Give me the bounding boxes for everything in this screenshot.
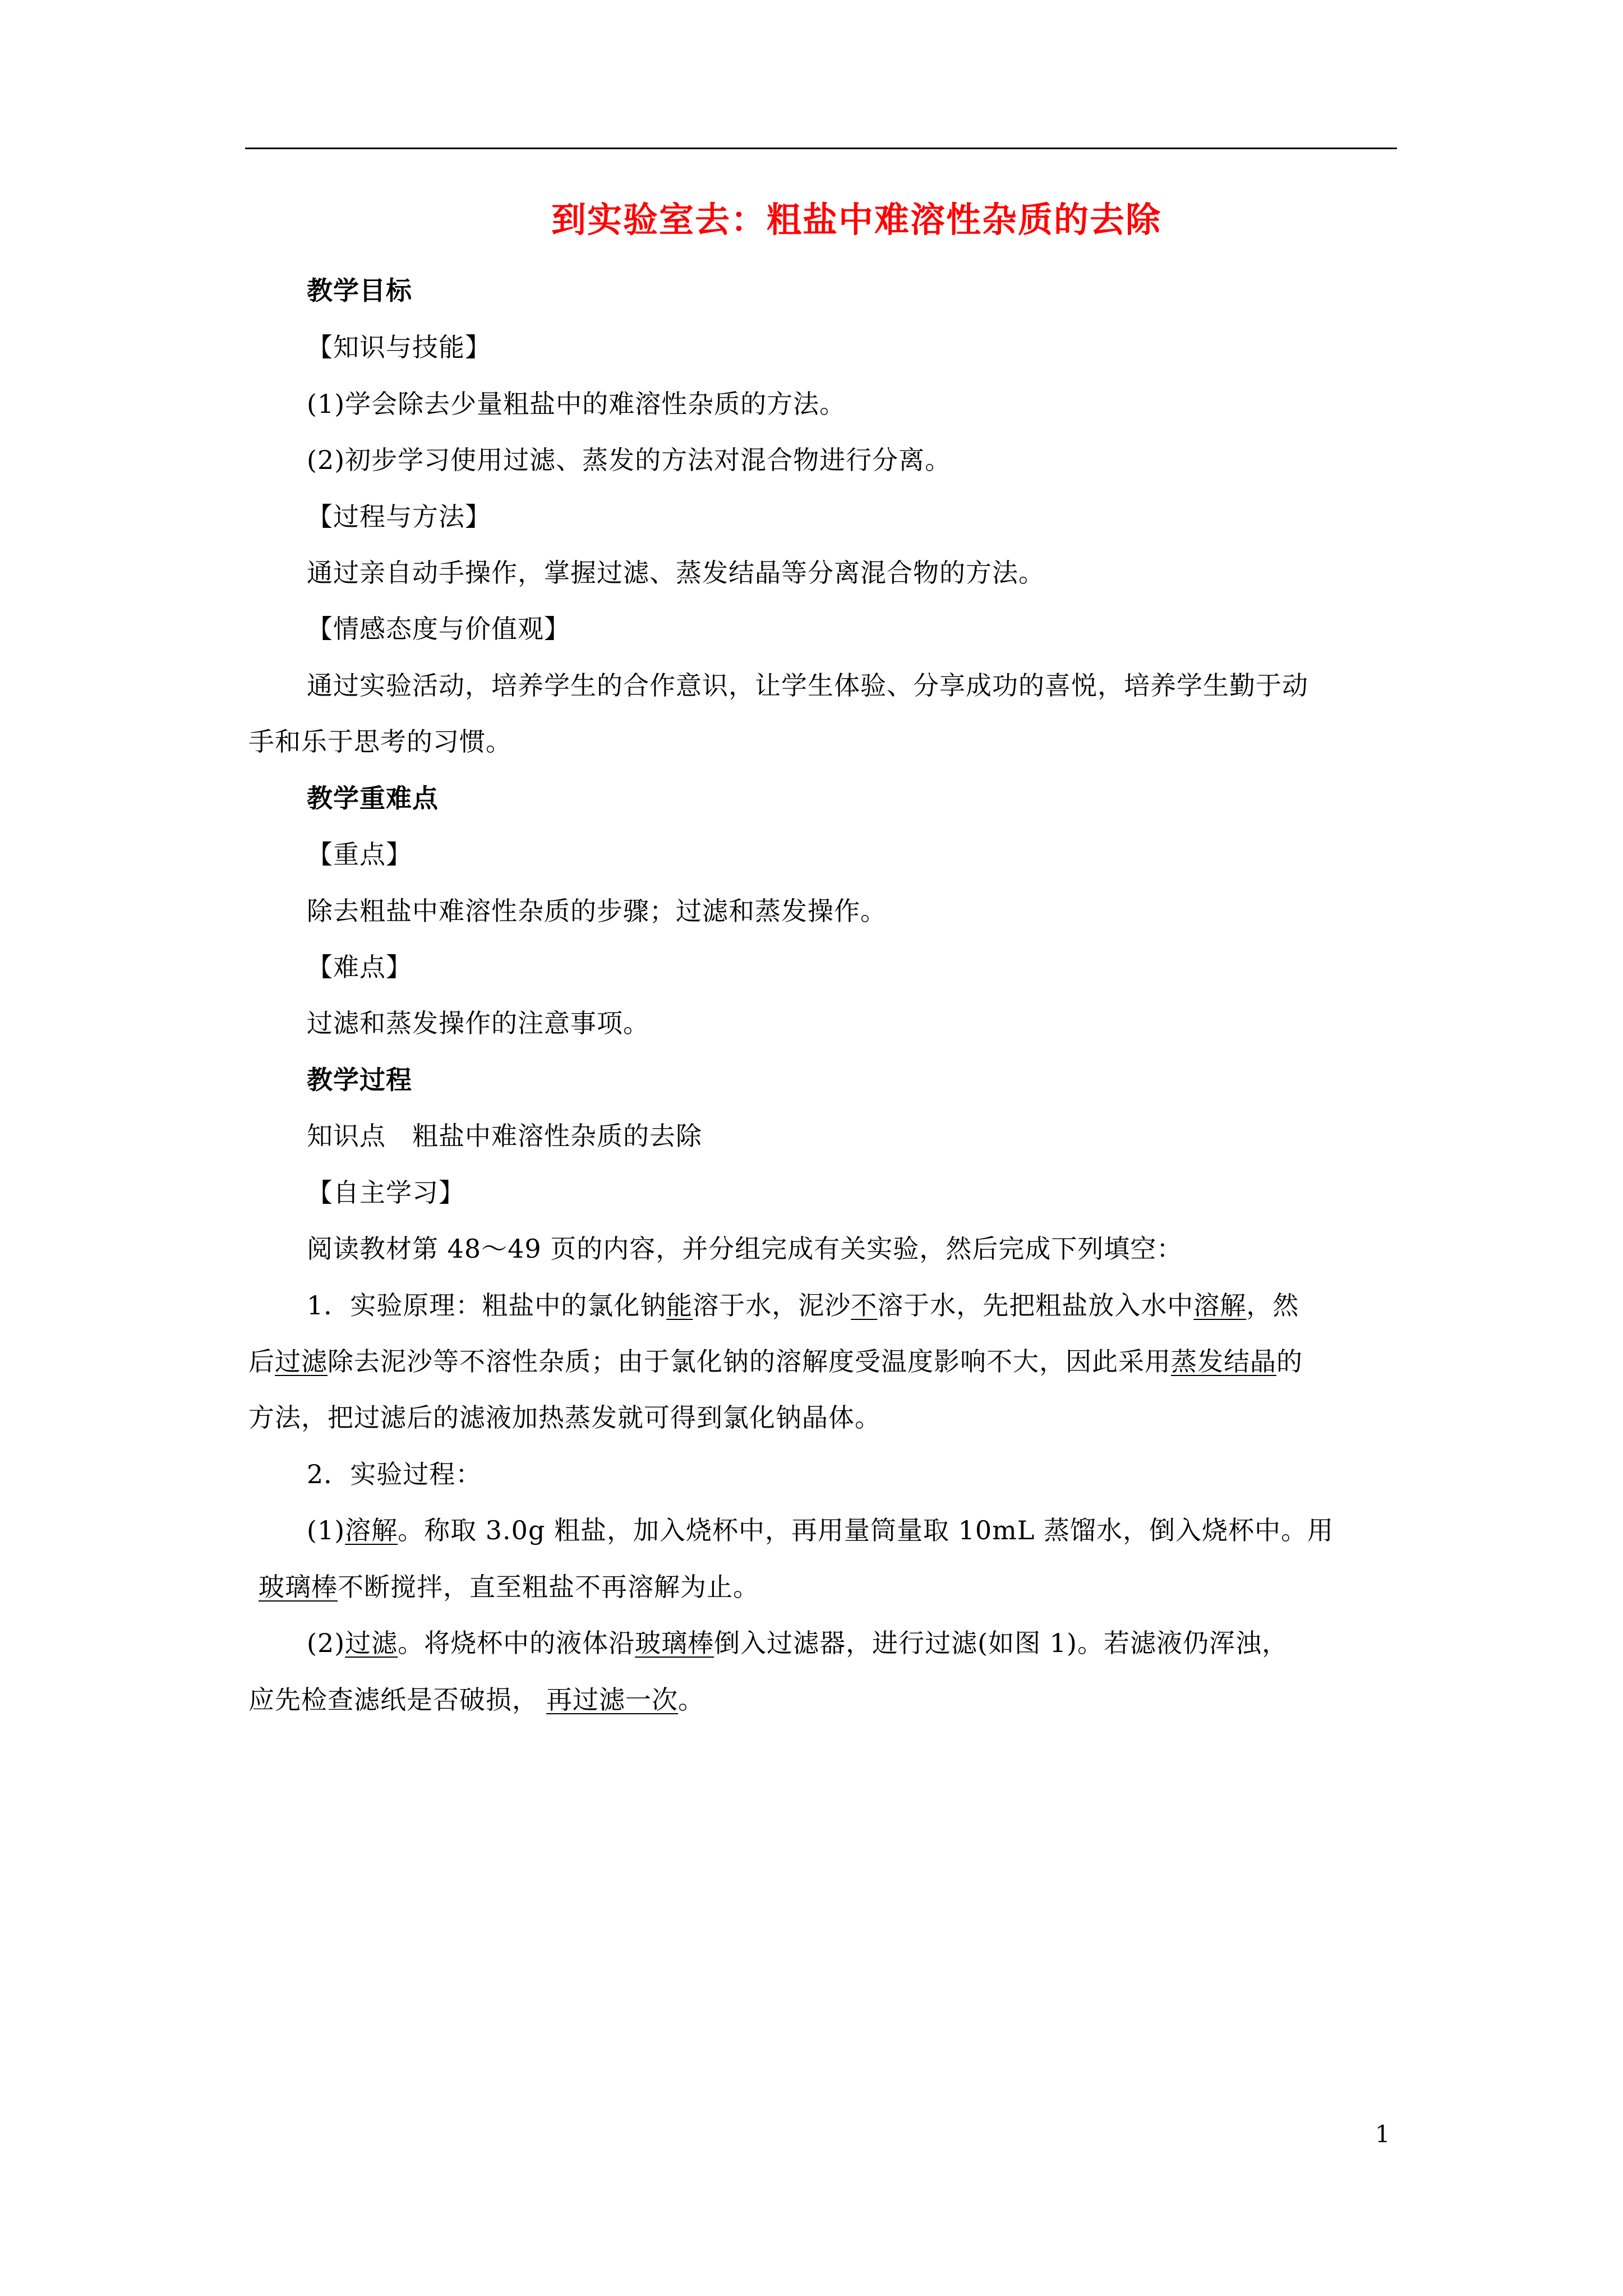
blank-answer-dissolve: 溶解 (1193, 1290, 1247, 1320)
step-filter-line-1: (2)过滤。将烧杯中的液体沿玻璃棒倒入过滤器，进行过滤(如图 1)。若滤液仍浑浊， (307, 1628, 1288, 1658)
subheading-difficulty: 【难点】 (307, 952, 412, 982)
heading-teaching-procedure: 教学过程 (307, 1065, 412, 1095)
process-heading: 2．实验过程： (307, 1459, 482, 1489)
emotion-text-line-1: 通过实验活动，培养学生的合作意识，让学生体验、分享成功的喜悦，培养学生勤于动 (307, 670, 1308, 701)
blank-answer-glass-rod-2: 玻璃棒 (635, 1628, 714, 1658)
blank-answer-filter-again: 再过滤一次 (546, 1685, 678, 1715)
step-dissolve-line-1: (1)溶解。称取 3.0g 粗盐，加入烧杯中，再用量筒量取 10mL 蒸馏水，倒入烧杯中。用 (307, 1515, 1334, 1545)
blank-answer-can: 能 (666, 1290, 693, 1320)
reading-instruction: 阅读教材第 48～49 页的内容，并分组完成有关实验，然后完成下列填空： (307, 1234, 1183, 1264)
principle-line-1: 1．实验原理：粗盐中的氯化钠能溶于水，泥沙不溶于水，先把粗盐放入水中溶解，然 (307, 1290, 1299, 1320)
subheading-self-study: 【自主学习】 (307, 1177, 465, 1208)
subheading-focus: 【重点】 (307, 839, 412, 869)
page-title: 到实验室去：粗盐中难溶性杂质的去除 (551, 199, 1161, 240)
blank-answer-dissolve-step: 溶解 (345, 1515, 398, 1545)
step-filter-line-2: 应先检查滤纸是否破损， 再过滤一次。 (248, 1685, 704, 1715)
heading-teaching-goals: 教学目标 (307, 275, 412, 306)
focus-text: 除去粗盐中难溶性杂质的步骤；过滤和蒸发操作。 (307, 896, 887, 926)
goal-item-1: (1)学会除去少量粗盐中的难溶性杂质的方法。 (307, 389, 846, 419)
subheading-emotion-values: 【情感态度与价值观】 (307, 614, 570, 644)
subheading-knowledge-skills: 【知识与技能】 (307, 332, 491, 362)
principle-line-2: 后过滤除去泥沙等不溶性杂质；由于氯化钠的溶解度受温度影响不大，因此采用蒸发结晶的 (248, 1346, 1303, 1377)
process-text: 通过亲自动手操作，掌握过滤、蒸发结晶等分离混合物的方法。 (307, 558, 1045, 588)
blank-answer-glass-rod: 玻璃棒 (259, 1572, 338, 1602)
knowledge-point-title: 知识点 粗盐中难溶性杂质的去除 (307, 1121, 702, 1151)
emotion-text-line-2: 手和乐于思考的习惯。 (248, 726, 512, 757)
difficulty-text: 过滤和蒸发操作的注意事项。 (307, 1008, 649, 1038)
subheading-process-methods: 【过程与方法】 (307, 501, 491, 532)
header-rule (245, 148, 1397, 149)
heading-key-difficult-points: 教学重难点 (307, 783, 439, 813)
step-dissolve-line-2: 玻璃棒不断搅拌，直至粗盐不再溶解为止。 (248, 1570, 759, 1604)
blank-answer-not: 不 (851, 1290, 878, 1320)
principle-line-3: 方法，把过滤后的滤液加热蒸发就可得到氯化钠晶体。 (248, 1402, 881, 1433)
page-number: 1 (1375, 2120, 1390, 2148)
blank-answer-filter: 过滤 (275, 1346, 328, 1377)
blank-answer-filter-step: 过滤 (345, 1628, 398, 1658)
blank-answer-evaporation: 蒸发结晶 (1171, 1346, 1276, 1377)
goal-item-2: (2)初步学习使用过滤、蒸发的方法对混合物进行分离。 (307, 445, 952, 475)
